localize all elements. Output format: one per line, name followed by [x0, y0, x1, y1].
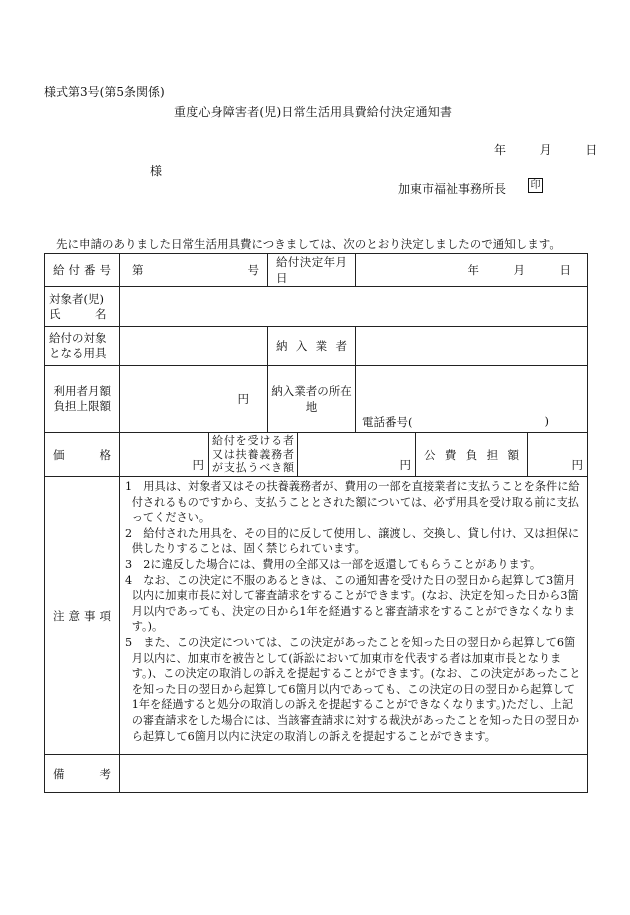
seal-mark: 印 — [528, 178, 543, 193]
decision-date-value[interactable]: 年 月 日 — [356, 254, 588, 287]
public-value[interactable] — [528, 433, 588, 477]
note-item-4: 4 なお、この決定に不服のあるときは、この通知書を受けた日の翌日から起算して3箇月以内に加東市長に対して審査請求をすることができます。(なお、決定を知った日から3箇月以内であっても、決定の日から1年を経過すると審査請求をすることができなくなります。)。 — [125, 573, 579, 634]
phone-close: ) — [544, 414, 549, 428]
row-payment-number — [45, 254, 588, 287]
document-title: 重度心身障害者(児)日常生活用具費給付決定通知書 — [174, 105, 453, 119]
payment-number-label: 給付番号 — [45, 254, 120, 287]
price-label: 価格 — [45, 433, 120, 477]
equipment-value[interactable] — [120, 327, 268, 366]
note-item-5: 5 また、この決定については、この決定があったことを知った日の翌日から起算して6箇月以内に、加東市を被告として(訴訟において加東市を代表する者は加東市長となります。)、この決定の取消しの訴えを提起することができます。(なお、この決定があったことを知った日の翌日から起算して6箇月以内であっても、この決定の日の翌日から起算して1年を経過すると処分の取消しの訴えを提起することができなくなります。)ただし、上記の審査請求をした場合には、当該審査請求に対する裁決があったことを知った日の翌日から起算して6箇月以内に決定の取消しの訴えを提起することができます。 — [125, 635, 581, 743]
issue-date-day: 日 — [585, 143, 598, 157]
decision-form-table — [44, 253, 588, 793]
row-notes — [45, 477, 588, 755]
monthly-limit-value[interactable] — [120, 366, 268, 433]
subject-name-value[interactable] — [120, 287, 588, 327]
payer-unit: 円 — [399, 458, 411, 472]
payer-value[interactable] — [298, 433, 416, 477]
note-item-1: 1 用具は、対象者又はその扶養義務者が、費用の一部を直接業者に支払うことを条件に給付されるものですから、支払うこととされた額については、必ず用具を受け取る前に支払ってください。 — [125, 480, 580, 525]
payer-label-line1: 給付を受ける者 — [212, 434, 294, 448]
subject-name-label — [45, 287, 120, 327]
remarks-value[interactable] — [120, 755, 588, 793]
intro-text: 先に申請のありました日常生活用具費につきましては、次のとおり決定しましたので通知します。 — [56, 237, 561, 251]
notes-label: 注意事項 — [45, 477, 120, 755]
issuer-name: 加東市福祉事務所長 — [398, 182, 507, 196]
payment-number-suffix: 号 — [247, 263, 259, 277]
form-number: 様式第3号(第5条関係) — [44, 85, 165, 99]
row-equipment — [45, 327, 588, 366]
supplier-label: 納入業者 — [268, 327, 356, 366]
price-value[interactable] — [120, 433, 209, 477]
remarks-label: 備考 — [45, 755, 120, 793]
equipment-label-line1: 給付の対象 — [49, 331, 107, 345]
addressee-suffix: 様 — [150, 164, 163, 178]
public-unit: 円 — [571, 458, 583, 472]
issue-date-month: 月 — [539, 143, 552, 157]
public-label: 公費負担額 — [416, 433, 528, 477]
decision-date-label: 給付決定年月日 — [268, 254, 356, 287]
monthly-limit-label — [45, 366, 120, 433]
issue-date — [494, 141, 597, 158]
issue-date-year: 年 — [494, 143, 507, 157]
price-unit: 円 — [192, 458, 204, 472]
row-monthly-limit — [45, 366, 588, 433]
supplier-address-value[interactable] — [356, 366, 588, 433]
payer-label-line3: が支払うべき額 — [212, 461, 294, 475]
note-item-3: 3 2に違反した場合には、費用の全部又は一部を返還してもらうことがあります。 — [125, 557, 542, 571]
subject-name-label-line2: 氏 名 — [49, 306, 107, 321]
monthly-limit-label-line1: 利用者月額 — [53, 384, 111, 398]
note-item-2: 2 給付された用具を、その目的に反して使用し、譲渡し、交換し、貸し付け、又は担保に供したりすることは、固く禁じられています。 — [125, 526, 580, 556]
payer-label-line2: 又は扶養義務者 — [212, 447, 294, 461]
equipment-label — [45, 327, 120, 366]
monthly-limit-label-line2: 負担上限額 — [53, 399, 111, 413]
equipment-label-line2: となる用具 — [49, 346, 107, 360]
subject-name-label-line1: 対象者(児) — [49, 291, 104, 306]
supplier-address-label: 納入業者の所在地 — [268, 366, 356, 433]
notes-content — [120, 477, 588, 755]
supplier-value[interactable] — [356, 327, 588, 366]
row-subject-name — [45, 287, 588, 327]
payment-number-cell[interactable] — [120, 254, 268, 287]
row-remarks — [45, 755, 588, 793]
payer-label — [209, 433, 298, 477]
monthly-limit-unit: 円 — [237, 392, 249, 406]
payment-number-prefix: 第 — [132, 263, 144, 277]
phone-label: 電話番号( — [362, 415, 413, 429]
row-price — [45, 433, 588, 477]
